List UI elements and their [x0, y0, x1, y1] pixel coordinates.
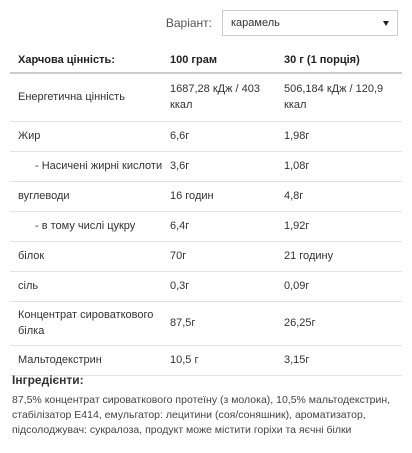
- value-per-serving: 3,15г: [284, 345, 402, 375]
- table-row: [10, 345, 402, 375]
- table-row: [10, 73, 402, 121]
- caret-down-icon: [383, 21, 389, 26]
- value-per-serving: 21 годину: [284, 241, 402, 271]
- value-per-100g: 1687,28 кДж / 403 ккал: [170, 73, 284, 121]
- value-per-100g: 70г: [170, 241, 284, 271]
- variant-dropdown[interactable]: [222, 10, 398, 36]
- table-row: [10, 211, 402, 241]
- table-row: [10, 181, 402, 211]
- variant-selected-value: карамель: [231, 17, 280, 29]
- table-row: [10, 271, 402, 301]
- nutrient-name: Енергетична цінність: [10, 73, 170, 121]
- table-row: [10, 241, 402, 271]
- header-per-serving: 30 г (1 порція): [284, 47, 402, 73]
- value-per-100g: 16 годин: [170, 181, 284, 211]
- value-per-100g: 10,5 г: [170, 345, 284, 375]
- nutrient-name: Жир: [10, 121, 170, 151]
- value-per-serving: 4,8г: [284, 181, 402, 211]
- value-per-serving: 1,92г: [284, 211, 402, 241]
- nutrient-name: білок: [10, 241, 170, 271]
- value-per-100g: 87,5г: [170, 301, 284, 345]
- value-per-100g: 3,6г: [170, 151, 284, 181]
- value-per-100g: 0,3г: [170, 271, 284, 301]
- nutrition-table: [10, 47, 402, 376]
- value-per-serving: 1,98г: [284, 121, 402, 151]
- table-row: [10, 121, 402, 151]
- nutrient-name: Мальтодекстрин: [10, 345, 170, 375]
- table-row: [10, 301, 402, 345]
- value-per-100g: 6,6г: [170, 121, 284, 151]
- nutrient-name: сіль: [10, 271, 170, 301]
- table-row: [10, 151, 402, 181]
- nutrient-name: Концентрат сироваткового білка: [10, 301, 170, 345]
- value-per-serving: 506,184 кДж / 120,9 ккал: [284, 73, 402, 121]
- value-per-serving: 1,08г: [284, 151, 402, 181]
- ingredients-title: Інгредієнти:: [12, 373, 84, 387]
- nutrient-name: - Насичені жирні кислоти: [10, 151, 170, 181]
- nutrient-name: - в тому числі цукру: [10, 211, 170, 241]
- variant-selector: [166, 10, 398, 36]
- variant-label: Варіант:: [165, 16, 212, 30]
- header-nutrition-value: Харчова цінність:: [10, 47, 170, 73]
- value-per-serving: 26,25г: [284, 301, 402, 345]
- header-per-100g: 100 грам: [170, 47, 284, 73]
- ingredients-text: 87,5% концентрат сироваткового протеїну (з молока), 10,5% мальтодекстрин, стабілізатор E414, емульгатор: лецитини (соя/соняшник), ароматизатор, підсолоджувач: сукралоза, продукт може містити горіхи та яєчні білки: [12, 394, 391, 436]
- value-per-serving: 0,09г: [284, 271, 402, 301]
- nutrient-name: вуглеводи: [10, 181, 170, 211]
- nutrition-header-row: [10, 47, 402, 73]
- value-per-100g: 6,4г: [170, 211, 284, 241]
